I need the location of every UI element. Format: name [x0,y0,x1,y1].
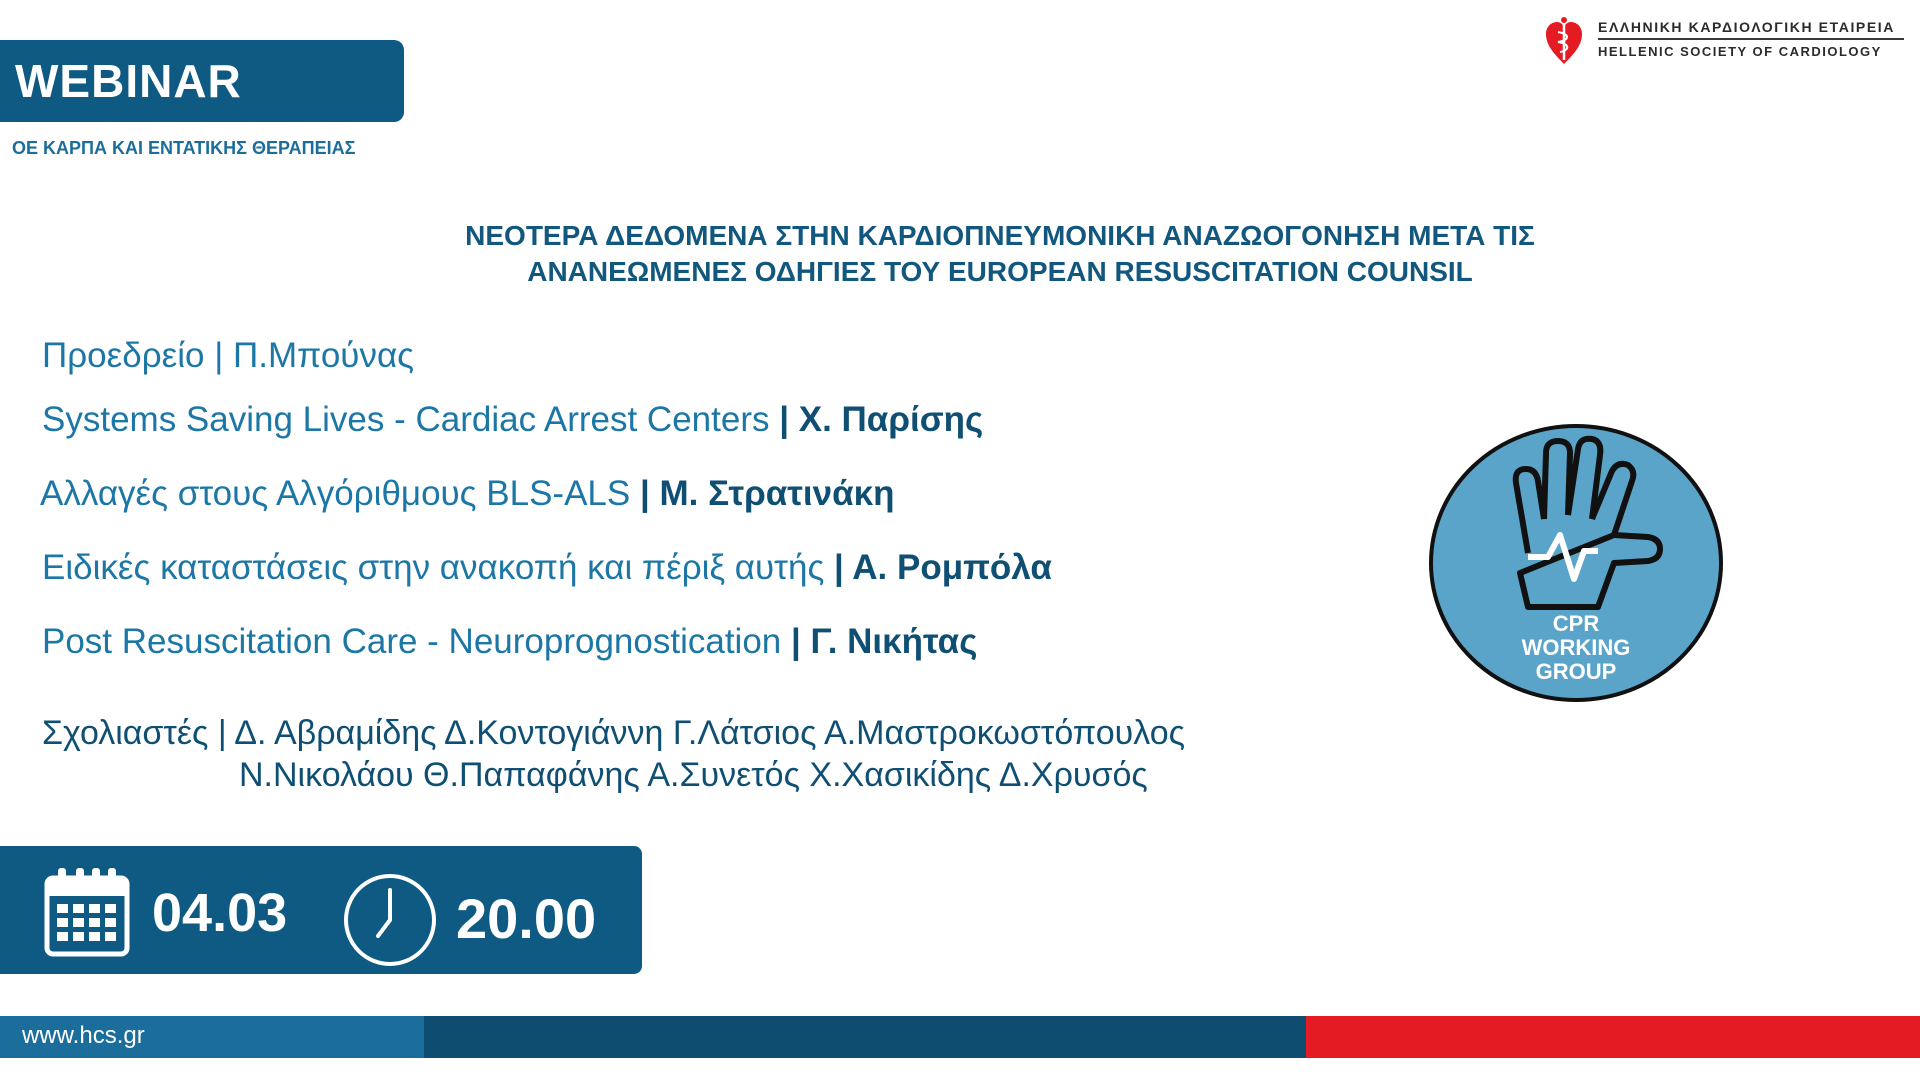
program-item [42,622,977,662]
commentators-line1: Σχολιαστές | Δ. Αβραμίδης Δ.Κοντογιάννη Γ.Λάτσιος Α.Μαστροκωστόπουλος [42,714,1186,752]
cpr-working-group-logo [1428,423,1724,703]
heart-caduceus-icon [1544,14,1584,66]
cpr-logo-text: WORKING [1521,635,1631,660]
program-chairs [42,336,414,376]
program-item [40,474,895,514]
program-topic: Αλλαγές στους Αλγόριθμους BLS-ALS [40,474,640,513]
webinar-badge: WEBINAR [0,40,404,122]
program-item [42,400,983,440]
working-group-subtitle: ΟΕ ΚΑΡΠΑ ΚΑΙ ΕΝΤΑΤΙΚΗΣ ΘΕΡΑΠΕΙΑΣ [12,138,356,158]
program-topic: Systems Saving Lives - Cardiac Arrest Centers [42,400,780,439]
program-speaker: | Γ. Νικήτας [790,622,978,661]
commentators [42,712,1185,796]
program-topic: Ειδικές καταστάσεις στην ανακοπή και πέριξ αυτής [42,548,835,587]
event-time: 20.00 [456,887,597,950]
event-title-line1: ΝΕΟΤΕΡΑ ΔΕΔΟΜΕΝΑ ΣΤΗΝ ΚΑΡΔΙΟΠΝΕΥΜΟΝΙΚΗ ΑΝΑΖΩΟΓΟΝΗΣΗ ΜΕΤΑ ΤΙΣ [465,220,1535,251]
clock-icon [342,872,438,968]
footer-bar-dark [424,1016,1306,1058]
event-date: 04.03 [152,883,288,943]
event-title-line2: ΑΝΑΝΕΩΜΕΝΕΣ ΟΔΗΓΙΕΣ ΤΟΥ EUROPEAN RESUSCITATION COUNSIL [527,256,1473,287]
program-topic: Προεδρείο | Π.Μπούνας [42,336,415,375]
program-speaker: | Α. Ρομπόλα [834,548,1052,587]
program-speaker: | Μ. Στρατινάκη [639,474,895,513]
society-name-english: HELLENIC SOCIETY OF CARDIOLOGY [1598,44,1882,59]
calendar-icon [44,866,130,958]
program-topic: Post Resuscitation Care - Neuroprognostication [42,622,791,661]
program-speaker: | Χ. Παρίσης [779,400,984,439]
logo-divider [1598,38,1904,40]
footer-bar-red [1306,1016,1920,1058]
cpr-logo-text: GROUP [1535,659,1617,684]
commentators-line2: Ν.Νικολάου Θ.Παπαφάνης Α.Συνετός Χ.Χασικίδης Δ.Χρυσός [239,756,1148,794]
program-item [42,548,1052,588]
cpr-logo-text: CPR [1552,611,1600,636]
society-name-greek: ΕΛΛΗΝΙΚΗ ΚΑΡΔΙΟΛΟΓΙΚΗ ΕΤΑΙΡΕΙΑ [1598,19,1896,35]
website-link[interactable]: www.hcs.gr [22,1022,145,1049]
